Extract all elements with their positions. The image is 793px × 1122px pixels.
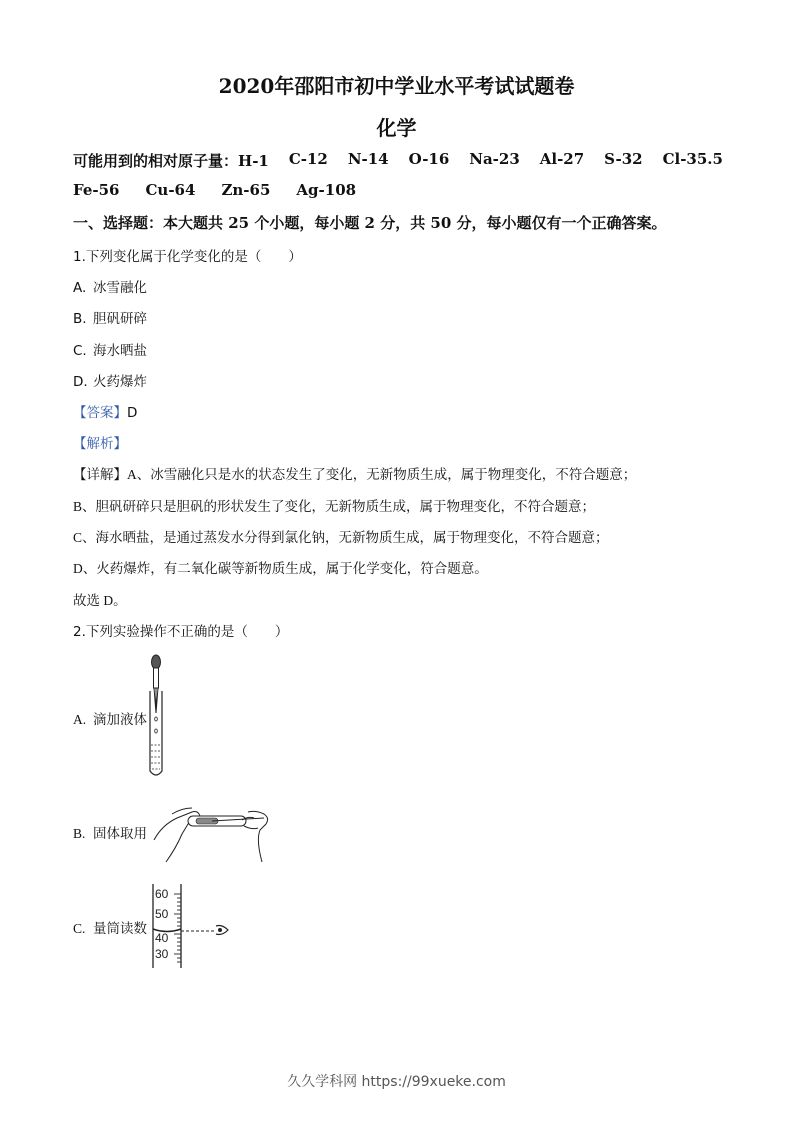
atomic-mass-entry: Zn-65 bbox=[221, 181, 271, 199]
atomic-mass-entry: Cl-35.5 bbox=[662, 150, 723, 168]
atomic-mass-entry: Cu-64 bbox=[145, 181, 196, 199]
graduated-cylinder-illustration bbox=[148, 884, 232, 968]
atomic-mass-entry: 可能用到的相对原子量：H-1 bbox=[73, 152, 269, 170]
subject-title: 化学 bbox=[376, 116, 417, 140]
solid-taking-illustration bbox=[152, 800, 274, 864]
question-2-option-a: A. 滴加液体 bbox=[73, 712, 147, 727]
question-2-option-c: C. 量筒读数 bbox=[73, 921, 147, 936]
atomic-mass-entry: S-32 bbox=[604, 150, 643, 168]
atomic-mass-entry: Ag-108 bbox=[296, 181, 357, 199]
question-1-option-a: A. 冰雪融化 bbox=[73, 280, 147, 296]
detail-line-c: C、海水晒盐，是通过蒸发水分得到氯化钠，无新物质生成，属于物理变化，不符合题意； bbox=[73, 530, 609, 545]
atomic-masses-row-2 bbox=[73, 181, 356, 199]
atomic-mass-entry: Na-23 bbox=[469, 150, 520, 168]
atomic-mass-entry: N-14 bbox=[347, 150, 389, 168]
question-1-option-d: D. 火药爆炸 bbox=[73, 374, 147, 390]
dropper-test-tube-illustration bbox=[142, 653, 172, 779]
section-heading: 一、选择题：本大题共 25 个小题，每小题 2 分，共 50 分，每小题仅有一个正确答案。 bbox=[73, 214, 667, 232]
question-1-option-b: B. 胆矾研碎 bbox=[73, 311, 147, 327]
cylinder-tick-label: 40 bbox=[155, 931, 169, 945]
analysis-label: 【解析】 bbox=[73, 436, 127, 452]
cylinder-tick-label: 30 bbox=[155, 947, 169, 961]
question-2-stem: 2.下列实验操作不正确的是（ ） bbox=[73, 624, 289, 640]
detail-line-a: 【详解】A、冰雪融化只是水的状态发生了变化，无新物质生成，属于物理变化，不符合题意； bbox=[73, 467, 637, 482]
cylinder-tick-label: 50 bbox=[155, 907, 169, 921]
conclusion-line: 故选 D。 bbox=[73, 593, 127, 608]
page-title: 2020年邵阳市初中学业水平考试试题卷 bbox=[218, 74, 575, 98]
atomic-mass-entry: O-16 bbox=[408, 150, 450, 168]
detail-line-b: B、胆矾研碎只是胆矾的形状发生了变化，无新物质生成，属于物理变化，不符合题意； bbox=[73, 499, 596, 514]
detail-line-d: D、火药爆炸，有二氧化碳等新物质生成，属于化学变化，符合题意。 bbox=[73, 561, 488, 576]
question-2-option-b: B. 固体取用 bbox=[73, 826, 147, 841]
answer-line: 【答案】D bbox=[73, 405, 138, 421]
atomic-mass-entry: Fe-56 bbox=[73, 181, 120, 199]
atomic-mass-entry: C-12 bbox=[288, 150, 328, 168]
footer-watermark: 久久学科网 https://99xueke.com bbox=[287, 1074, 506, 1090]
cylinder-tick-label: 60 bbox=[155, 887, 169, 901]
atomic-mass-entry: Al-27 bbox=[539, 150, 585, 168]
question-1-option-c: C. 海水晒盐 bbox=[73, 343, 147, 359]
question-1-stem: 1.下列变化属于化学变化的是（ ） bbox=[73, 249, 302, 265]
atomic-masses-row-1 bbox=[73, 150, 723, 171]
